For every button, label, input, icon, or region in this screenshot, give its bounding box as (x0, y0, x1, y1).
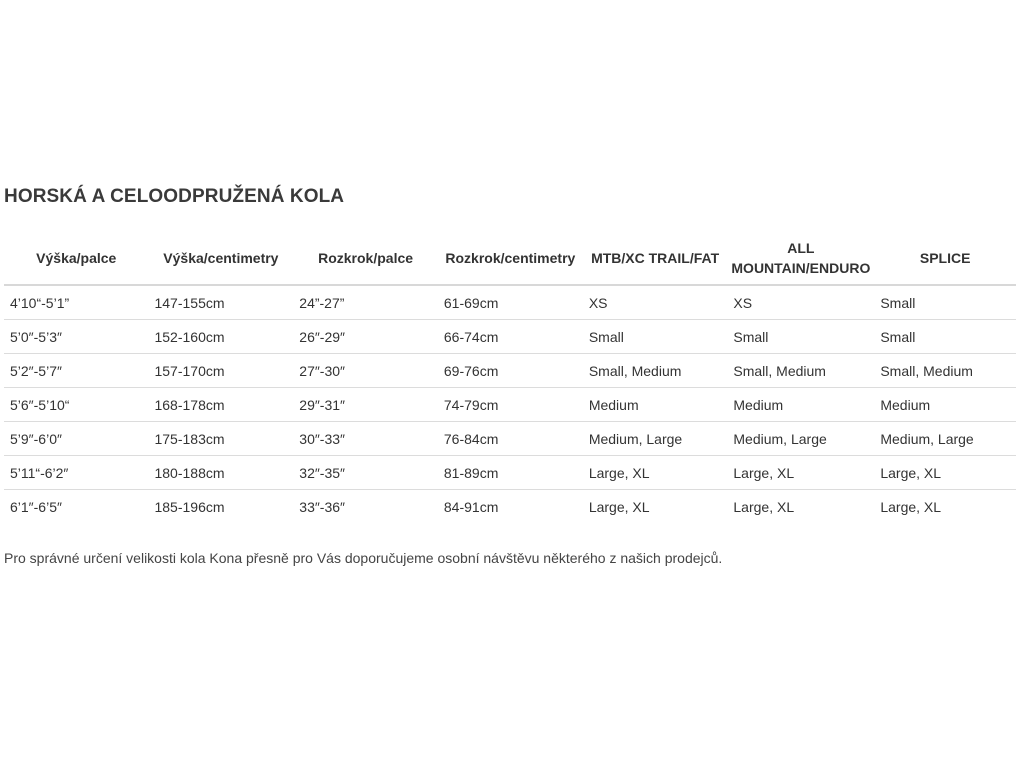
cell-height-cm: 157-170cm (148, 354, 293, 388)
cell-height-inches: 5’11“-6’2″ (4, 456, 148, 490)
cell-mtb-size: Small (583, 320, 728, 354)
size-chart-header (4, 232, 1016, 285)
cell-inseam-cm: 84-91cm (443, 498, 499, 515)
cell-enduro-size: Medium (727, 388, 874, 422)
cell-inseam-inches: 33″-36″ (299, 498, 345, 515)
header-mtb-xc-trail-fat: MTB/XC TRAIL/FAT (583, 232, 728, 285)
cell-splice-size: Medium, Large (874, 422, 1016, 456)
table-row (4, 354, 1016, 388)
cell-inseam-inches: 29″-31″ (293, 388, 438, 422)
cell-inseam-inches: 32″-35″ (293, 456, 438, 490)
cell-inseam-cm: 76-84cm (438, 422, 583, 456)
cell-mtb-size: Large, XL (583, 456, 728, 490)
cell-enduro-size: XS (727, 285, 874, 320)
cell-inseam-cm: 61-69cm (438, 285, 583, 320)
cell-height-cm: 175-183cm (148, 422, 293, 456)
cell-splice-size: Small (874, 285, 1016, 320)
cell-enduro-size: Medium, Large (727, 422, 874, 456)
cell-splice-size: Small, Medium (874, 354, 1016, 388)
cell-mtb-size: Large, XL (588, 498, 650, 515)
cell-splice-size: Large, XL (874, 456, 1016, 490)
cell-inseam-cm: 81-89cm (438, 456, 583, 490)
cell-height-inches: 6’1″-6’5″ (10, 498, 62, 515)
cell-mtb-size: XS (583, 285, 728, 320)
cell-inseam-cm: 74-79cm (438, 388, 583, 422)
cell-splice-size: Large, XL (880, 498, 942, 515)
header-inseam-inches: Rozkrok/palce (293, 232, 438, 285)
table-row (4, 490, 1016, 524)
cell-enduro-size: Large, XL (727, 456, 874, 490)
cell-inseam-cm: 69-76cm (438, 354, 583, 388)
page-title: HORSKÁ A CELOODPRUŽENÁ KOLA (4, 186, 345, 207)
cell-mtb-size: Small, Medium (583, 354, 728, 388)
header-height-cm: Výška/centimetry (148, 232, 293, 285)
header-all-mountain-enduro: ALL MOUNTAIN/ENDURO (727, 232, 874, 285)
cell-height-inches: 5’0″-5’3″ (4, 320, 148, 354)
cell-mtb-size: Medium, Large (583, 422, 728, 456)
table-row (4, 388, 1016, 422)
header-inseam-cm: Rozkrok/centimetry (438, 232, 583, 285)
cell-enduro-size: Large, XL (733, 498, 795, 515)
cell-inseam-inches: 27″-30″ (293, 354, 438, 388)
cell-splice-size: Small (874, 320, 1016, 354)
cell-inseam-inches: 30″-33″ (293, 422, 438, 456)
size-chart-body (4, 285, 1016, 523)
cell-inseam-inches: 26″-29″ (293, 320, 438, 354)
cell-height-cm: 168-178cm (148, 388, 293, 422)
sizing-advice-note: Pro správné určení velikosti kola Kona přesně pro Vás doporučujeme osobní návštěvu některého z našich prodejců. (4, 550, 723, 566)
header-row (4, 232, 1016, 285)
cell-mtb-size: Medium (583, 388, 728, 422)
cell-splice-size: Medium (874, 388, 1016, 422)
header-splice: SPLICE (874, 232, 1016, 285)
cell-enduro-size: Small, Medium (727, 354, 874, 388)
cell-enduro-size: Small (727, 320, 874, 354)
cell-height-cm: 180-188cm (148, 456, 293, 490)
cell-inseam-inches: 24”-27” (293, 285, 438, 320)
cell-height-inches: 5’9″-6’0″ (4, 422, 148, 456)
table-row (4, 320, 1016, 354)
table-row (4, 456, 1016, 490)
header-height-inches: Výška/palce (4, 232, 148, 285)
cell-height-cm: 152-160cm (148, 320, 293, 354)
cell-height-cm: 147-155cm (148, 285, 293, 320)
cell-height-inches: 4’10“-5’1” (4, 285, 148, 320)
table-row (4, 422, 1016, 456)
cell-height-cm: 185-196cm (154, 498, 225, 515)
size-chart-table (4, 232, 1016, 523)
cell-inseam-cm: 66-74cm (438, 320, 583, 354)
cell-height-inches: 5’2″-5’7″ (4, 354, 148, 388)
table-row (4, 285, 1016, 320)
cell-height-inches: 5’6″-5’10“ (4, 388, 148, 422)
